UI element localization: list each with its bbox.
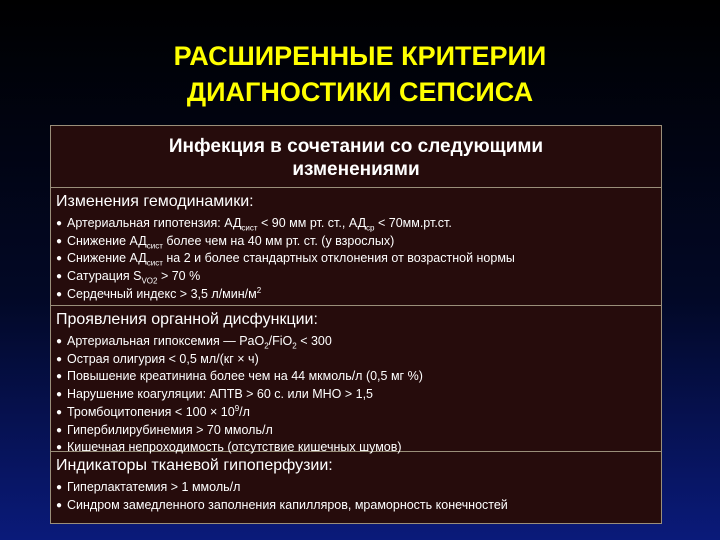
list-item: ● Синдром замедленного заполнения капилляров, мраморность конечностей bbox=[56, 497, 661, 515]
bullet-icon: ● bbox=[56, 336, 63, 347]
section-title: Индикаторы тканевой гипоперфузии: bbox=[56, 457, 333, 474]
section-hemodynamics bbox=[51, 188, 661, 306]
bullet-icon: ● bbox=[56, 253, 63, 265]
bullet-icon: ● bbox=[56, 218, 63, 229]
list-item: ● Нарушение коагуляции: АПТВ > 60 с. или МНО > 1,5 bbox=[56, 386, 661, 404]
bullet-icon: ● bbox=[56, 424, 63, 436]
title-line-2: ДИАГНОСТИКИ СЕПСИСА bbox=[186, 77, 534, 107]
criteria-list bbox=[56, 333, 661, 457]
list-item: ● Артериальная гипоксемия — PaO$_2$/FiO$_2$ < 300 bbox=[56, 334, 332, 351]
list-item: ● Тромбоцитопения < $100 \times 10^9/л$ bbox=[56, 404, 661, 422]
header-line-2: изменениями bbox=[292, 159, 420, 180]
bullet-icon: ● bbox=[56, 389, 63, 401]
list-item: ● Артериальная гипотензия: $АД_{сист} < 90$ мм рт. ст., $АД_{ср} < 70мм.рт.ст$. bbox=[56, 216, 452, 233]
bullet-icon: ● bbox=[56, 353, 63, 365]
list-item: ● Острая олигурия < 0,5 мл/(кг × ч) bbox=[56, 351, 661, 369]
bullet-icon: ● bbox=[56, 235, 63, 247]
slide-title bbox=[0, 38, 720, 110]
criteria-table bbox=[50, 125, 662, 524]
list-item: ● Снижение $АД_{сист}$ на 2 и более стандартных отклонения от возрастной нормы bbox=[56, 251, 515, 268]
criteria-list bbox=[56, 479, 661, 514]
list-item: ● Гиперлактатемия > 1 ммоль/л bbox=[56, 479, 661, 497]
bullet-icon: ● bbox=[56, 499, 63, 511]
list-item: ● Сатурация $S_{VO2} > 70$ % bbox=[56, 269, 201, 286]
criteria-list bbox=[56, 215, 661, 304]
list-item: ● Повышение креатинина более чем на 44 мкмоль/л (0,5 мг %) bbox=[56, 368, 661, 386]
header-line-1: Инфекция в сочетании со следующими bbox=[168, 136, 544, 157]
section-hypoperfusion bbox=[51, 452, 661, 524]
list-item: ● Сердечный индекс > 3,5 $л/мин/м^2$ bbox=[56, 286, 661, 304]
section-organ-dysfunction bbox=[51, 306, 661, 455]
section-title: Изменения гемодинамики: bbox=[56, 193, 254, 210]
table-header bbox=[51, 126, 661, 188]
section-title: Проявления органной дисфункции: bbox=[56, 311, 318, 328]
bullet-icon: ● bbox=[56, 371, 63, 383]
list-item: ● Снижение $АД_{сист}$ более чем на 40 мм рт. ст. (у взрослых) bbox=[56, 233, 395, 251]
title-line-1: РАСШИРЕННЫЕ КРИТЕРИИ bbox=[173, 41, 547, 71]
list-item: ● Гипербилирубинемия > 70 ммоль/л bbox=[56, 422, 661, 440]
list-item: ● Кишечная непроходимость (отсутствие кишечных шумов) bbox=[56, 439, 661, 457]
bullet-icon: ● bbox=[56, 288, 63, 300]
bullet-icon: ● bbox=[56, 442, 63, 454]
bullet-icon: ● bbox=[56, 271, 63, 283]
bullet-icon: ● bbox=[56, 406, 63, 418]
bullet-icon: ● bbox=[56, 482, 63, 493]
